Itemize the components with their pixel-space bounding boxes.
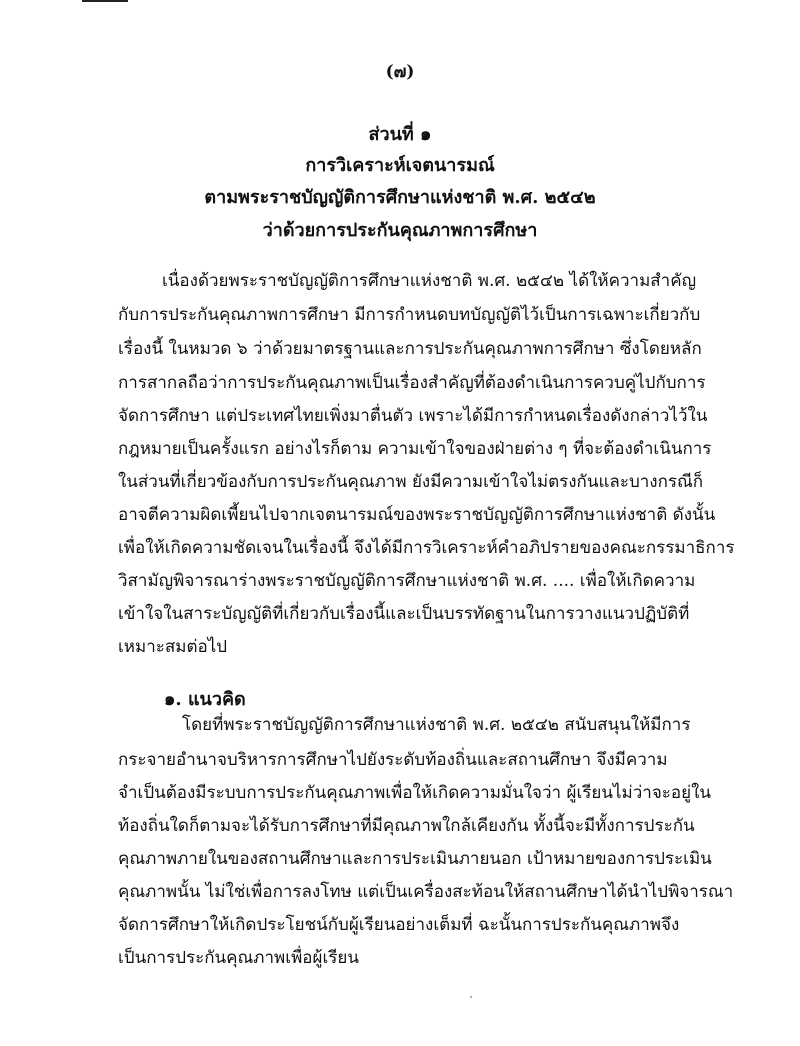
section-line: คุณภาพนั้น ไม่ใช่เพื่อการลงโทษ แต่เป็นเครื่องสะท้อนให้สถานศึกษาได้นำไปพิจารณา <box>118 882 734 902</box>
top-rule <box>82 0 128 2</box>
paragraph-line: เข้าใจในสาระบัญญัติที่เกี่ยวกับเรื่องนี้และเป็นบรรทัดฐานในการวางแนวปฏิบัติที่ <box>118 604 690 624</box>
paragraph-line: ในส่วนที่เกี่ยวข้องกับการประกันคุณภาพ ยังมีความเข้าใจไม่ตรงกันและบางกรณีก็ <box>118 472 704 492</box>
paragraph-line: เรื่องนี้ ในหมวด ๖ ว่าด้วยมาตรฐานและการประกันคุณภาพการศึกษา ซึ่งโดยหลัก <box>118 339 702 359</box>
paragraph-line: การสากลถือว่าการประกันคุณภาพเป็นเรื่องสำคัญที่ต้องดำเนินการควบคู่ไปกับการ <box>118 373 706 393</box>
section-title: ๑. แนวคิด <box>164 689 246 710</box>
paragraph-line: กับการประกันคุณภาพการศึกษา มีการกำหนดบทบัญญัติไว้เป็นการเฉพาะเกี่ยวกับ <box>118 305 701 325</box>
part-heading: ส่วนที่ ๑ <box>368 124 432 145</box>
section-line: คุณภาพภายในของสถานศึกษาและการประเมินภายนอก เป้าหมายของการประเมิน <box>118 849 712 869</box>
section-line: โดยที่พระราชบัญญัติการศึกษาแห่งชาติ พ.ศ. ๒๕๔๒ สนับสนุนให้มีการ <box>182 715 691 735</box>
scan-speck <box>470 996 472 998</box>
paragraph-line: จัดการศึกษา แต่ประเทศไทยเพิ่งมาตื่นตัว เพราะได้มีการกำหนดเรื่องดังกล่าวไว้ใน <box>118 406 708 426</box>
paragraph-line: อาจตีความผิดเพี้ยนไปจากเจตนารมณ์ของพระราชบัญญัติการศึกษาแห่งชาติ ดังนั้น <box>118 505 716 525</box>
section-line: จำเป็นต้องมีระบบการประกันคุณภาพเพื่อให้เกิดความมั่นใจว่า ผู้เรียนไม่ว่าจะอยู่ใน <box>118 783 712 803</box>
analysis-heading: การวิเคราะห์เจตนารมณ์ <box>305 155 495 176</box>
paragraph-line: วิสามัญพิจารณาร่างพระราชบัญญัติการศึกษาแห่งชาติ พ.ศ. .... เพื่อให้เกิดความ <box>118 571 696 591</box>
paragraph-line: กฎหมายเป็นครั้งแรก อย่างไรก็ตาม ความเข้าใจของฝ่ายต่าง ๆ ที่จะต้องดำเนินการ <box>118 439 712 459</box>
section-line: เป็นการประกันคุณภาพเพื่อผู้เรียน <box>118 948 359 968</box>
section-line: ท้องถิ่นใดก็ตามจะได้รับการศึกษาที่มีคุณภาพใกล้เคียงกัน ทั้งนี้จะมีทั้งการประกัน <box>118 816 695 836</box>
paragraph-line: เพื่อให้เกิดความชัดเจนในเรื่องนี้ จึงได้มีการวิเคราะห์คำอภิปรายของคณะกรรมาธิการ <box>118 538 735 558</box>
section-line: จัดการศึกษาให้เกิดประโยชน์กับผู้เรียนอย่างเต็มที่ ฉะนั้นการประกันคุณภาพจึง <box>118 915 680 935</box>
paragraph-line: เนื่องด้วยพระราชบัญญัติการศึกษาแห่งชาติ พ.ศ. ๒๕๔๒ ได้ให้ความสำคัญ <box>162 271 697 291</box>
page-number: (๗) <box>385 62 415 82</box>
topic-heading: ว่าด้วยการประกันคุณภาพการศึกษา <box>262 220 538 241</box>
section-line: กระจายอำนาจบริหารการศึกษาไปยังระดับท้องถิ่นและสถานศึกษา จึงมีความ <box>118 750 668 770</box>
act-heading: ตามพระราชบัญญัติการศึกษาแห่งชาติ พ.ศ. ๒๕๔๒ <box>204 187 596 208</box>
paragraph-line: เหมาะสมต่อไป <box>118 637 228 657</box>
